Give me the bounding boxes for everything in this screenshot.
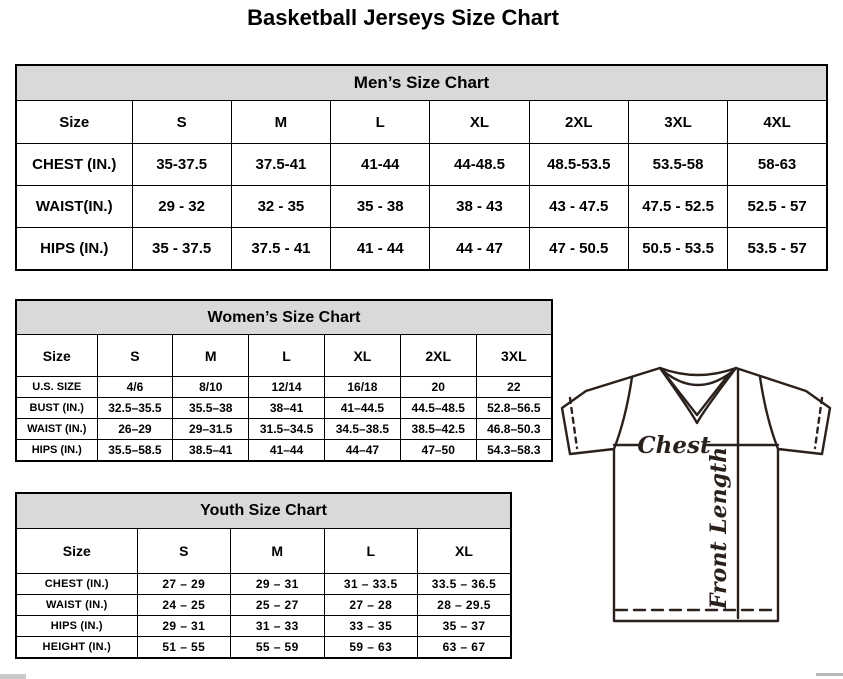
table-cell: 48.5-53.5	[529, 144, 628, 186]
table-cell: 31.5–34.5	[249, 419, 325, 440]
column-header: 3XL	[476, 335, 552, 377]
column-header: 2XL	[529, 101, 628, 144]
column-header: 3XL	[628, 101, 727, 144]
jersey-collar-top-arc	[660, 368, 736, 375]
table-cell: 33 – 35	[324, 616, 418, 637]
table-cell: 28 – 29.5	[418, 595, 512, 616]
row-label-cell: WAIST(IN.)	[16, 186, 132, 228]
row-label-cell: HEIGHT (IN.)	[16, 637, 137, 659]
column-header: L	[249, 335, 325, 377]
table-cell: 22	[476, 377, 552, 398]
column-header: S	[137, 529, 231, 574]
row-label-cell: HIPS (IN.)	[16, 440, 97, 462]
column-header: M	[231, 101, 330, 144]
table-cell: 29 – 31	[231, 574, 325, 595]
horizontal-scrollbar-fragment-left[interactable]	[0, 674, 26, 679]
table-cell: 34.5–38.5	[324, 419, 400, 440]
column-header: XL	[324, 335, 400, 377]
table-cell: 35 - 37.5	[132, 228, 231, 271]
table-cell: 41–44	[249, 440, 325, 462]
table-cell: 37.5-41	[231, 144, 330, 186]
youth-size-table	[15, 492, 512, 659]
table-cell: 35.5–38	[173, 398, 249, 419]
table-cell: 8/10	[173, 377, 249, 398]
column-header: Size	[16, 101, 132, 144]
table-cell: 53.5-58	[628, 144, 727, 186]
column-header: L	[331, 101, 430, 144]
table-cell: 55 – 59	[231, 637, 325, 659]
chest-label: Chest	[637, 432, 711, 459]
table-cell: 41-44	[331, 144, 430, 186]
table-cell: 35 – 37	[418, 616, 512, 637]
table-title: Women’s Size Chart	[16, 300, 552, 335]
table-cell: 29 – 31	[137, 616, 231, 637]
page-title: Basketball Jerseys Size Chart	[247, 5, 559, 30]
table-cell: 35 - 38	[331, 186, 430, 228]
table-cell: 32 - 35	[231, 186, 330, 228]
table-cell: 38.5–41	[173, 440, 249, 462]
table-cell: 63 – 67	[418, 637, 512, 659]
row-label-cell: BUST (IN.)	[16, 398, 97, 419]
table-title: Youth Size Chart	[16, 493, 511, 529]
table-cell: 54.3–58.3	[476, 440, 552, 462]
column-header: S	[132, 101, 231, 144]
row-label-cell: WAIST (IN.)	[16, 419, 97, 440]
horizontal-scrollbar-fragment-right[interactable]	[816, 673, 843, 676]
column-header: L	[324, 529, 418, 574]
table-cell: 47–50	[400, 440, 476, 462]
table-cell: 38 - 43	[430, 186, 529, 228]
table-cell: 26–29	[97, 419, 173, 440]
jersey-armhole-seam-right	[760, 377, 778, 449]
table-cell: 43 - 47.5	[529, 186, 628, 228]
table-cell: 46.8–50.3	[476, 419, 552, 440]
table-cell: 16/18	[324, 377, 400, 398]
table-cell: 52.8–56.5	[476, 398, 552, 419]
column-header: XL	[430, 101, 529, 144]
row-label-cell: CHEST (IN.)	[16, 574, 137, 595]
table-cell: 35.5–58.5	[97, 440, 173, 462]
table-cell: 47.5 - 52.5	[628, 186, 727, 228]
column-header: XL	[418, 529, 512, 574]
row-label-cell: U.S. SIZE	[16, 377, 97, 398]
jersey-outline	[562, 368, 830, 621]
size-table	[15, 299, 553, 462]
table-cell: 29 - 32	[132, 186, 231, 228]
column-header: M	[173, 335, 249, 377]
size-table	[15, 492, 512, 659]
row-label-cell: WAIST (IN.)	[16, 595, 137, 616]
jersey-armhole-seam-left	[614, 377, 632, 449]
column-header: S	[97, 335, 173, 377]
table-cell: 4/6	[97, 377, 173, 398]
womens-size-table	[15, 299, 553, 462]
table-cell: 29–31.5	[173, 419, 249, 440]
table-cell: 38–41	[249, 398, 325, 419]
table-cell: 51 – 55	[137, 637, 231, 659]
table-cell: 27 – 28	[324, 595, 418, 616]
table-cell: 41 - 44	[331, 228, 430, 271]
table-cell: 27 – 29	[137, 574, 231, 595]
row-label-cell: HIPS (IN.)	[16, 616, 137, 637]
table-cell: 31 – 33.5	[324, 574, 418, 595]
table-cell: 44–47	[324, 440, 400, 462]
table-cell: 31 – 33	[231, 616, 325, 637]
column-header: 2XL	[400, 335, 476, 377]
cuff-dashed-line-right	[815, 398, 822, 448]
table-cell: 25 – 27	[231, 595, 325, 616]
table-cell: 12/14	[249, 377, 325, 398]
column-header: M	[231, 529, 325, 574]
mens-size-table	[15, 64, 828, 271]
column-header: Size	[16, 529, 137, 574]
table-cell: 35-37.5	[132, 144, 231, 186]
column-header: 4XL	[728, 101, 827, 144]
table-cell: 41–44.5	[324, 398, 400, 419]
table-cell: 50.5 - 53.5	[628, 228, 727, 271]
size-table	[15, 64, 828, 271]
table-cell: 44 - 47	[430, 228, 529, 271]
table-title: Men’s Size Chart	[16, 65, 827, 101]
table-cell: 53.5 - 57	[728, 228, 827, 271]
table-cell: 47 - 50.5	[529, 228, 628, 271]
table-cell: 24 – 25	[137, 595, 231, 616]
table-cell: 52.5 - 57	[728, 186, 827, 228]
table-cell: 58-63	[728, 144, 827, 186]
table-cell: 44-48.5	[430, 144, 529, 186]
cuff-dashed-line-left	[570, 398, 577, 448]
table-cell: 38.5–42.5	[400, 419, 476, 440]
table-cell: 20	[400, 377, 476, 398]
table-cell: 32.5–35.5	[97, 398, 173, 419]
table-cell: 44.5–48.5	[400, 398, 476, 419]
table-cell: 33.5 – 36.5	[418, 574, 512, 595]
front-length-label: Front Length	[706, 446, 732, 610]
jersey-measurement-diagram	[556, 360, 843, 630]
row-label-cell: HIPS (IN.)	[16, 228, 132, 271]
table-cell: 37.5 - 41	[231, 228, 330, 271]
column-header: Size	[16, 335, 97, 377]
table-cell: 59 – 63	[324, 637, 418, 659]
row-label-cell: CHEST (IN.)	[16, 144, 132, 186]
